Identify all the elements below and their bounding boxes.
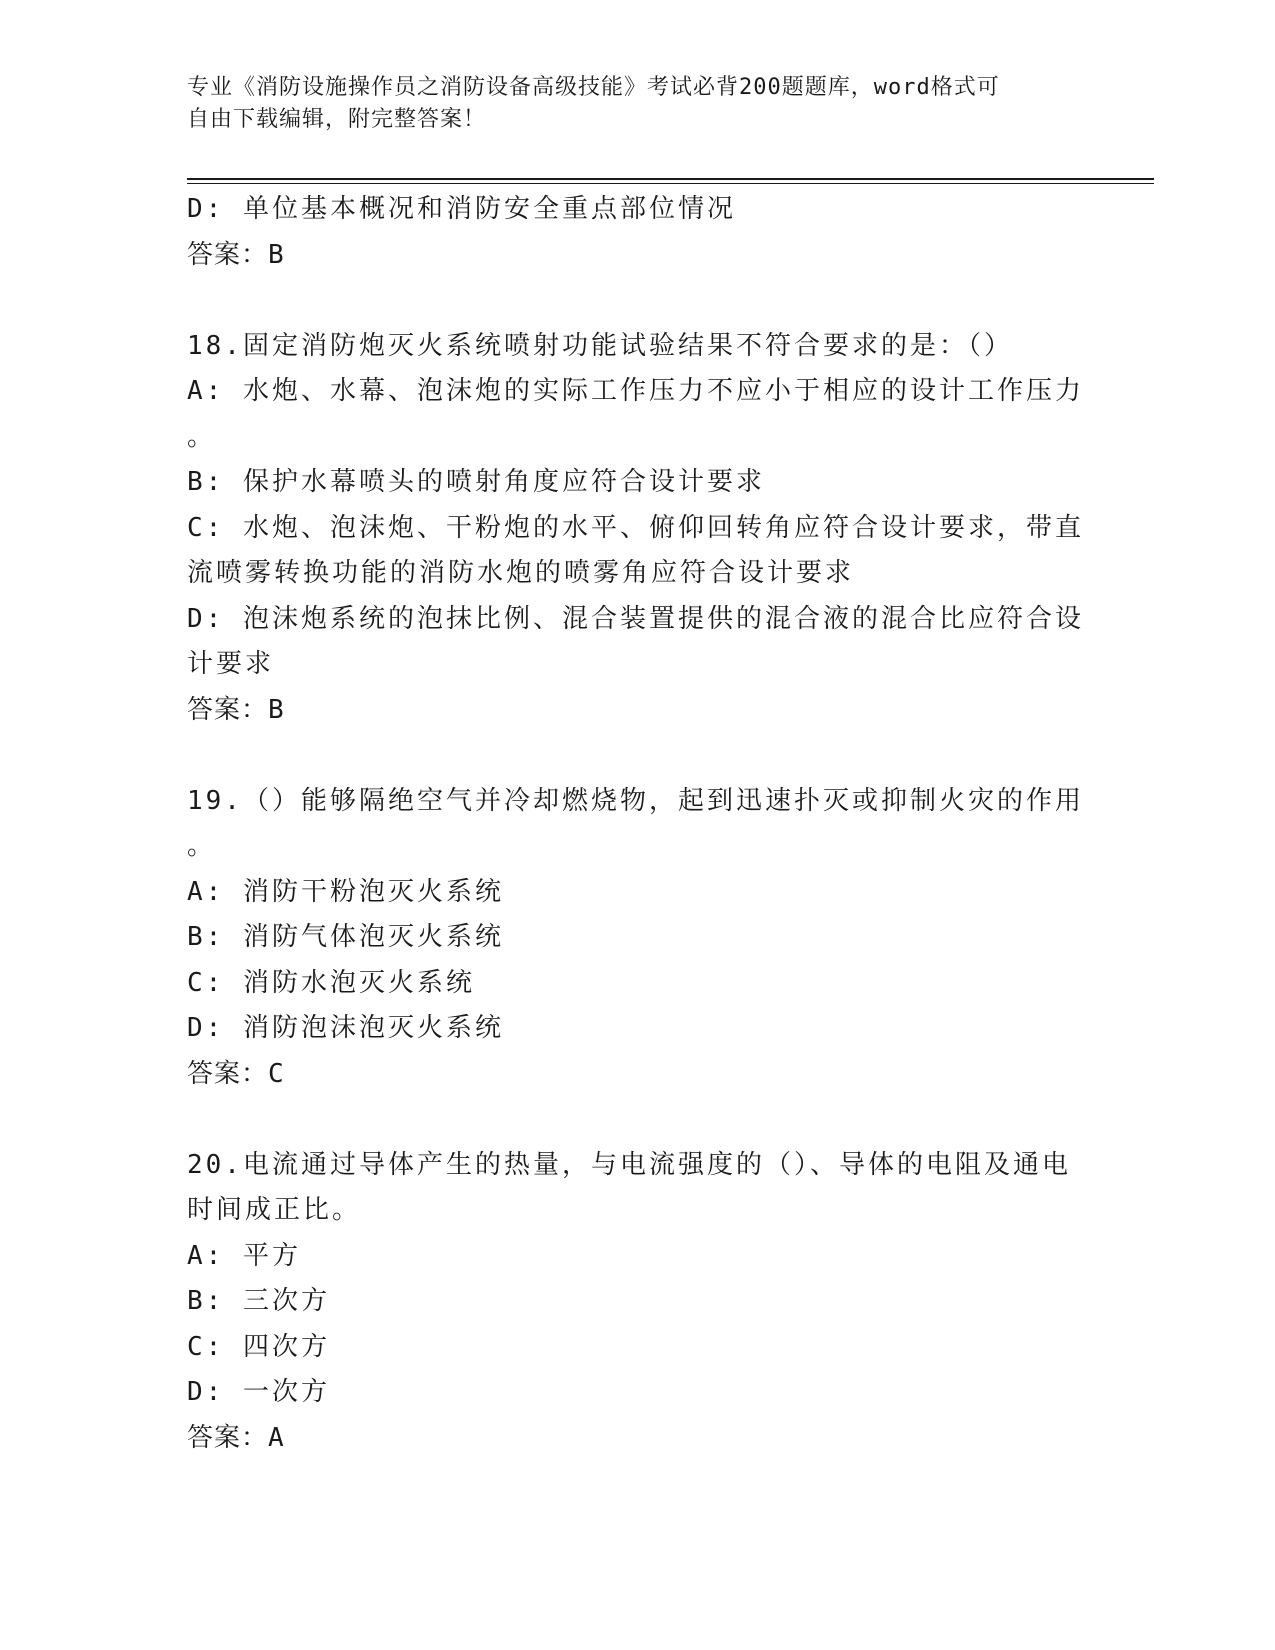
question-stem: 20.电流通过导体产生的热量，与电流强度的（）、导体的电阻及通电 — [187, 1149, 1071, 1180]
option-c-continued: 流喷雾转换功能的消防水炮的喷雾角应符合设计要求 — [187, 558, 855, 588]
option-c: C: 水炮、泡沫炮、干粉炮的水平、俯仰回转角应符合设计要求，带直 — [187, 512, 1084, 543]
header-line-2: 自由下载编辑，附完整答案！ — [187, 107, 487, 132]
answer: 答案：B — [187, 239, 285, 270]
question-17-tail — [187, 187, 1087, 278]
question-list — [187, 187, 1087, 1461]
option-c: C: 四次方 — [187, 1331, 330, 1362]
question-stem: 19.（）能够隔绝空气并冷却燃烧物，起到迅速扑灭或抑制火灾的作用 — [187, 785, 1084, 816]
document-header — [187, 72, 1067, 136]
header-line-1: 专业《消防设施操作员之消防设备高级技能》考试必背200题题库，word格式可 — [187, 75, 1000, 100]
answer: 答案：B — [187, 694, 285, 725]
header-divider-thick — [187, 178, 1154, 180]
option-d: D: 泡沫炮系统的泡抹比例、混合装置提供的混合液的混合比应符合设 — [187, 603, 1084, 634]
option-c: C: 消防水泡灭火系统 — [187, 967, 475, 998]
option-b: B: 三次方 — [187, 1286, 330, 1316]
option-a: A: 水炮、水幕、泡沫炮的实际工作压力不应小于相应的设计工作压力 — [187, 376, 1084, 406]
option-d-continued: 计要求 — [187, 649, 275, 679]
option-d: D: 单位基本概况和消防安全重点部位情况 — [187, 194, 736, 224]
spacer — [187, 733, 1087, 779]
option-b: B: 保护水幕喷头的喷射角度应符合设计要求 — [187, 467, 765, 497]
option-a-continued: 。 — [187, 421, 217, 452]
option-d: D: 一次方 — [187, 1377, 330, 1407]
answer: 答案：C — [187, 1058, 285, 1089]
question-19 — [187, 779, 1087, 1098]
option-a: A: 消防干粉泡灭火系统 — [187, 876, 504, 907]
question-stem: 18.固定消防炮灭火系统喷射功能试验结果不符合要求的是：（） — [187, 330, 1013, 361]
question-stem-continued: 。 — [187, 831, 217, 861]
spacer — [187, 1097, 1087, 1143]
answer: 答案：A — [187, 1422, 285, 1453]
header-divider-thin — [187, 183, 1154, 184]
question-18 — [187, 324, 1087, 734]
spacer — [187, 278, 1087, 324]
option-a: A: 平方 — [187, 1240, 301, 1271]
option-d: D: 消防泡沫泡灭火系统 — [187, 1013, 504, 1043]
option-b: B: 消防气体泡灭火系统 — [187, 922, 504, 952]
question-20 — [187, 1143, 1087, 1462]
question-stem-continued: 时间成正比。 — [187, 1195, 362, 1225]
